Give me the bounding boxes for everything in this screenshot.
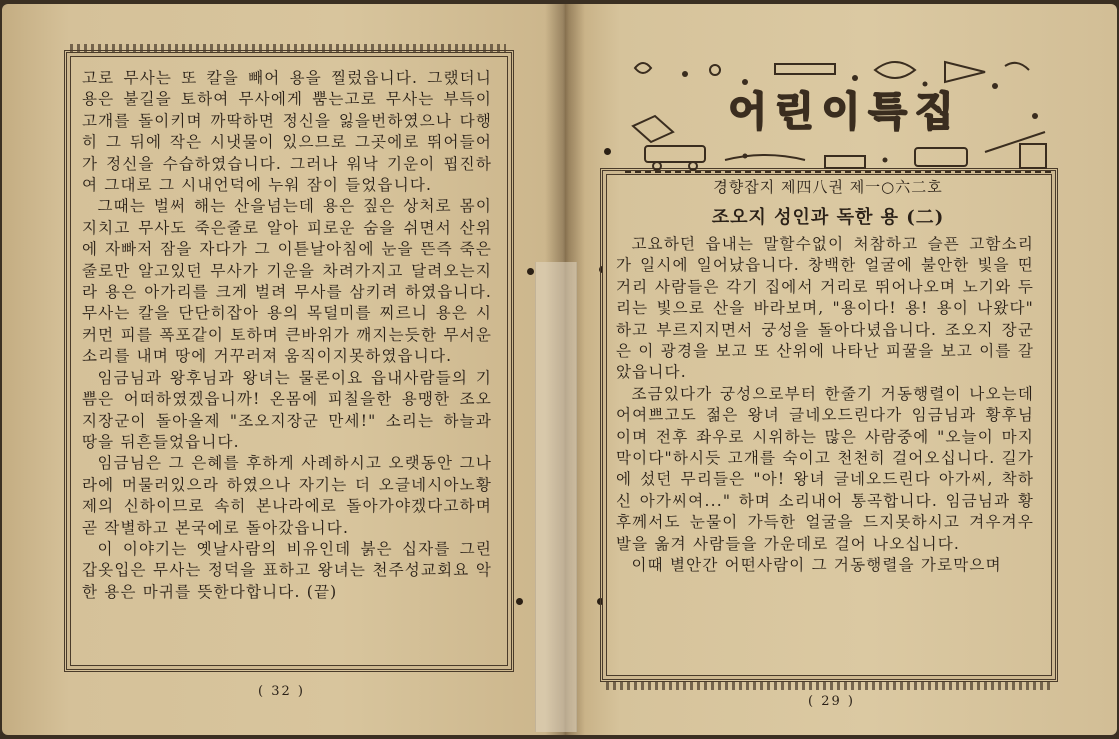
page-number-left: ( 32 ) xyxy=(258,684,305,699)
magazine-issue-line: 경향잡지 제四八권 제一○六二호 xyxy=(713,178,943,196)
kids-special-banner xyxy=(625,56,1055,174)
article-title: 조오지 성인과 독한 용 (二) xyxy=(711,207,945,228)
paragraph: 고로 무사는 또 칼을 빼어 용을 찔렀읍니다. 그랬더니 용은 불길을 토하여 무사에게 뿜는고로 무사는 부득이 고개를 돌이키며 까딱하면 정신을 잃을번하였으나 다행히 그 뒤에 작은 시냇물이 있으므로 그곳에로 뛰어들어가 정신을 수습하였습니다. 그러나 워낙 기운이 핍진하여 그대로 그 시내언덕에 누워 잠이 들었읍니다. xyxy=(82,69,492,195)
paragraph: 조금있다가 궁성으로부터 한줄기 거동행렬이 나오는데 어여쁘고도 젊은 왕녀 글네오드린다가 임금님과 황후님이며 전후 좌우로 시위하는 많은 사람중에 "오늘이 마지막이다"하시듯 고개를 숙이고 천천히 걸어오십니다. 길가에 섰던 무리들은 "아! 왕녀 글네오드린다 아가씨, 착하신 아가씨여..." 하며 소리내어 통곡합니다. 임금님과 황후께서도 눈물이 가득한 얼굴을 드지못하시고 겨우겨우 발을 옮겨 사람들을 가운데로 걸어 나오십니다. xyxy=(616,384,1034,553)
left-frame-top-ornament xyxy=(70,44,506,52)
staple-hole xyxy=(516,598,523,605)
paragraph: 임금님은 그 은혜를 후하게 사례하시고 오랫동안 그나라에 머물러있으라 하였으나 자기는 더 오글네시아노황제의 신하이므로 속히 본나라에로 돌아가야겠다고하며 곧 작별하고 본국에로 돌아갔읍니다. xyxy=(82,454,492,537)
staple-hole xyxy=(604,148,611,155)
paragraph: 그때는 벌써 해는 산을넘는데 용은 짚은 상처로 몸이 지치고 무사도 죽은줄로 알아 피로운 숨을 쉬면서 산위에 자빠저 잠을 자다가 그 이튿날아침에 눈을 뜬즉 죽은 줄로만 알고있던 무사가 기운을 차려가지고 달려오는지라 용은 아가리를 크게 벌려 무사를 삼키려 하였읍니다. 무사는 칼을 단단히잡아 용의 목덜미를 찌르니 용은 시커먼 피를 폭포같이 토하며 큰바위가 깨지는듯한 무서운 소리를 내며 땅에 거꾸러져 움직이지못하였읍니다. xyxy=(82,197,492,366)
staple-hole xyxy=(527,268,534,275)
repair-tape xyxy=(535,262,577,732)
paragraph: 이 이야기는 옛날사람의 비유인데 붉은 십자를 그린 갑옷입은 무사는 정덕을 표하고 왕녀는 천주성교회요 악한 용은 마귀를 뜻한다합니다. (끝) xyxy=(82,539,492,601)
right-frame-bottom-ornament xyxy=(606,682,1050,690)
paragraph: 이때 별안간 어떤사람이 그 거동행렬을 가로막으며 xyxy=(631,556,1002,575)
paragraph: 고요하던 읍내는 말할수없이 처참하고 슬픈 고함소리가 일시에 일어났읍니다. 창백한 얼굴에 불안한 빛을 띤 거리 사람들은 각기 집에서 거리로 뛰어나오며 노기와 두리는 빛으로 산을 바라보며, "용이다! 용! 용이 나왔다" 하고 부르지지면서 궁성을 돌아다녔읍니다. 조오지 장군은 이 광경을 보고 또 산위에 나타난 피꿀을 보고 이를 갈았읍니다. xyxy=(616,235,1034,382)
banner-title: 어린이특집 xyxy=(728,89,962,135)
right-article-body xyxy=(616,234,1034,577)
left-article-body xyxy=(82,68,492,603)
paragraph: 임금님과 왕후님과 왕녀는 물론이요 읍내사람들의 기쁨은 어떠하였겠읍니까! 온몸에 피칠을한 용맹한 조오지장군이 돌아올제 "조오지장군 만세!" 소리는 하늘과 땅을 뒤흔들었읍니다. xyxy=(82,368,492,451)
page-number-right: ( 29 ) xyxy=(808,694,855,709)
